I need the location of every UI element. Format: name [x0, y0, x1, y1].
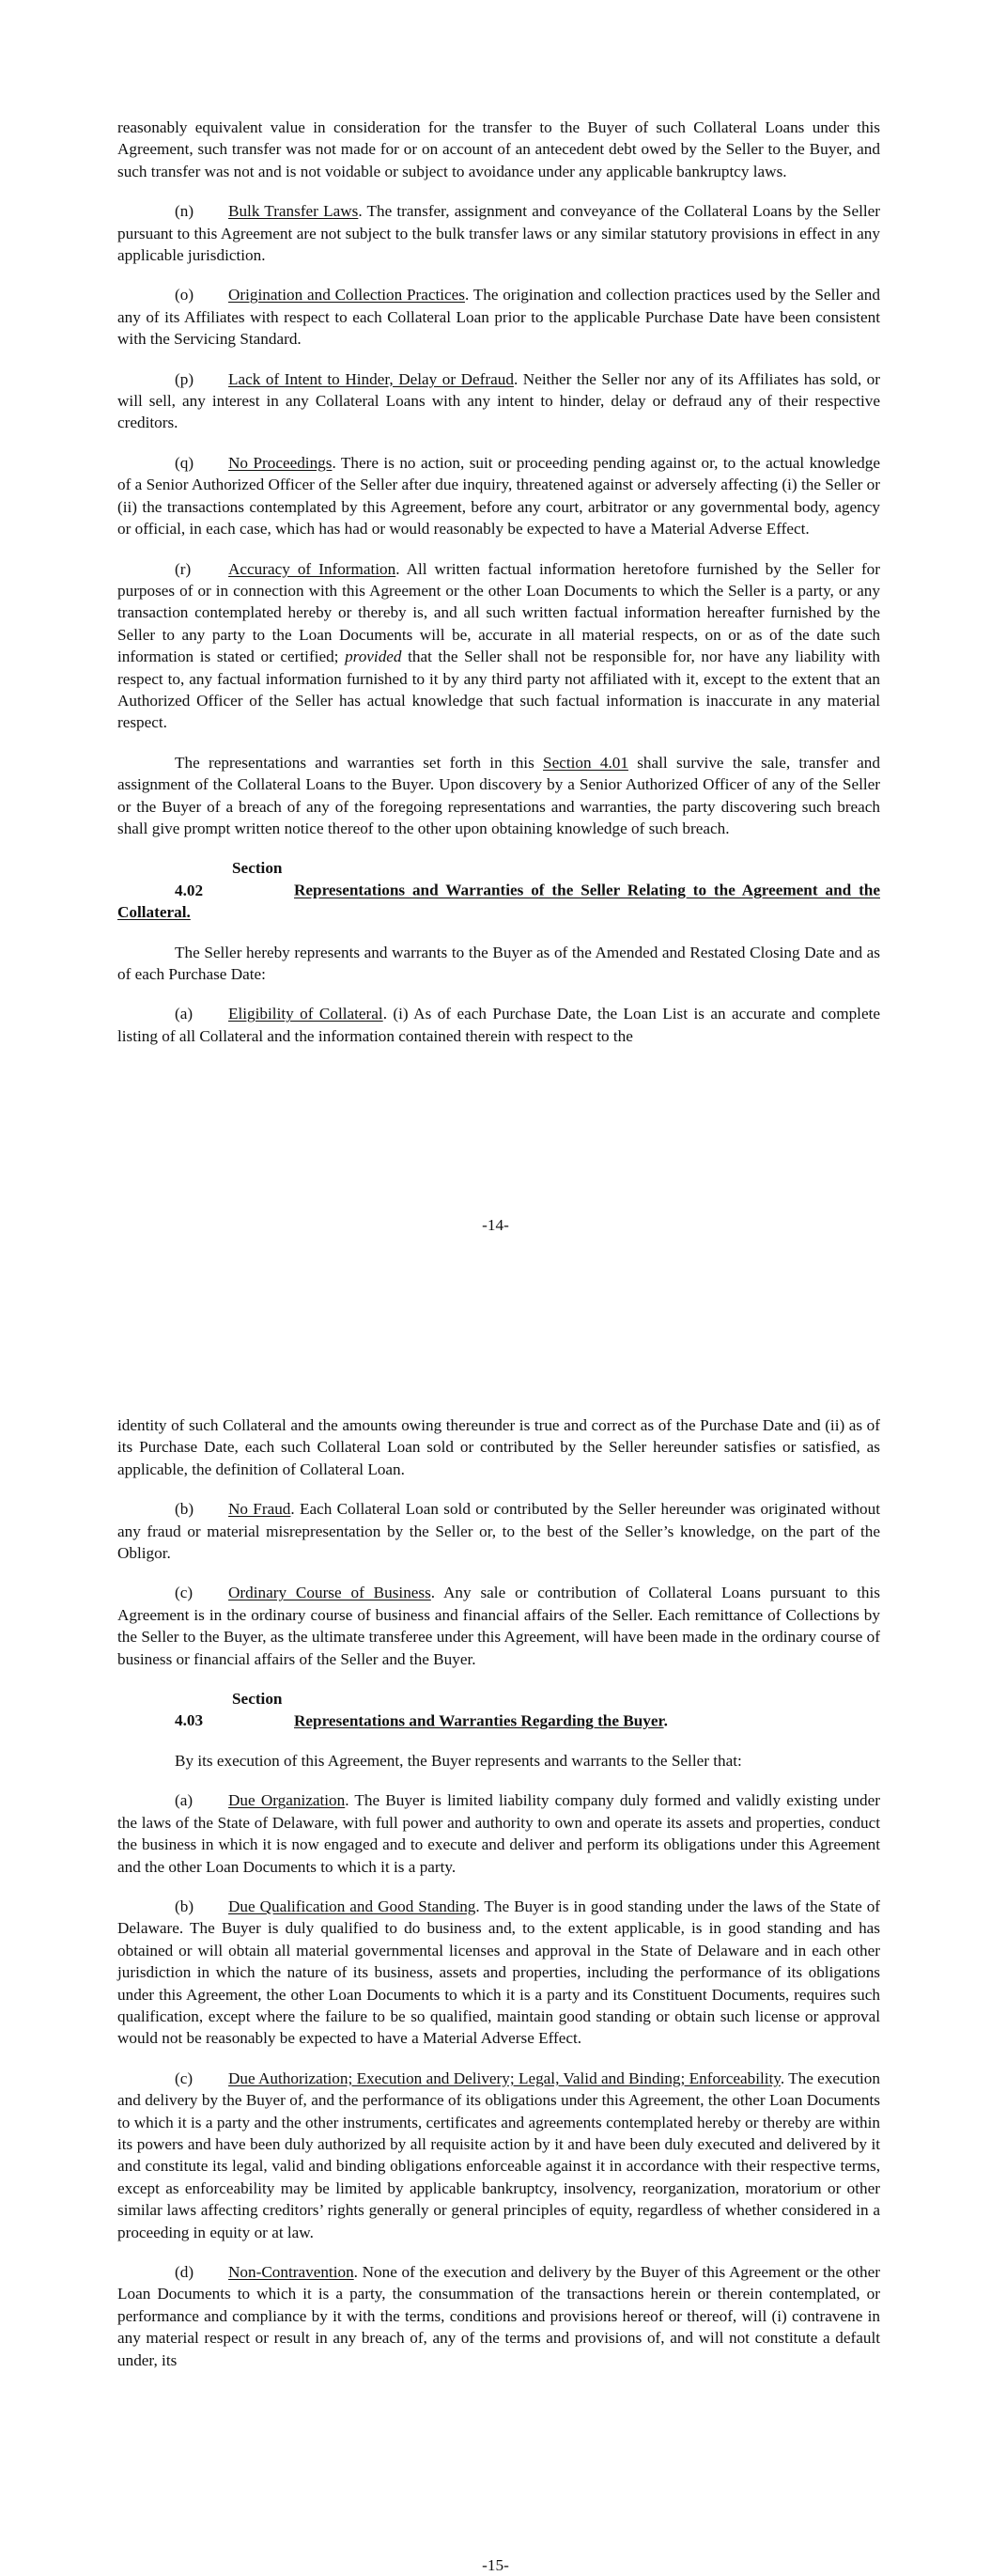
clause-c [117, 1582, 880, 1670]
clause-p [117, 368, 880, 434]
clause-heading: Eligibility of Collateral [228, 1005, 383, 1023]
clause-body: . Any sale or contribution of Collateral Loans pursuant to this Agreement is in the ordinary course of business and financial affairs of the Seller. Each remittance of Collections by the Seller to the Buyer, as the ultimate transferee under this Agreement, will have been made in the ordinary course of business or financial affairs of the Seller and the Buyer. [117, 1584, 880, 1668]
clause-label: (n) [175, 202, 194, 221]
clause-heading: Due Qualification and Good Standing [228, 1897, 476, 1915]
section-title: Representations and Warranties of the Seller Relating to the Agreement and the Collateral. [117, 881, 880, 922]
clause-body: . The execution and delivery by the Buyer of, and the performance of its obligations under this Agreement, the other Loan Documents to which it is a party and the other instruments, certificates and agreements contemplated hereby or thereby are within its powers and have been duly authorized by all requisite action by it and have been duly executed and delivered by it and constitute its legal, valid and binding obligations enforceable against it in accordance with their respective terms, except as enforceability may be limited by applicable bankruptcy, insolvency, reorganization, moratorium or other similar laws affecting creditors’ rights generally or general principles of equity, regardless of whether considered in a proceeding in equity or at law. [117, 2069, 880, 2241]
clause-body: . The Buyer is limited liability company duly formed and validly existing under the laws of the State of Delaware, with full power and authority to own and operate its assets and properties, conduct the business in which it is now engaged and to execute and deliver and perform its obligations under this Agreement and the other Loan Documents to which it is a party. [117, 1791, 881, 1876]
section-title: Representations and Warranties Regarding the Buyer [294, 1711, 664, 1730]
page-number: -14- [482, 1216, 509, 1234]
clause-label: (r) [175, 559, 192, 578]
clause-heading: Ordinary Course of Business [228, 1584, 431, 1602]
clause-r [117, 558, 880, 734]
clause-heading: No Fraud [228, 1500, 291, 1519]
clause-label: (p) [175, 369, 194, 388]
clause-heading: Bulk Transfer Laws [228, 202, 359, 221]
section-reference: Section 4.01 [543, 753, 628, 772]
clause-heading: Accuracy of Information [228, 559, 396, 578]
buyer-clause-d [117, 2261, 880, 2371]
clause-o [117, 284, 880, 350]
clause-body: . All written factual information heretofore furnished by the Seller for purposes of or in connection with this Agreement or the other Loan Documents to which the Seller is a party, or any transaction contemplated hereby or thereby is, and all such written factual information hereafter furnished by the Seller to any party to the Loan Documents will be, accurate in all material respects, on or as of the date such information is stated or certified; [117, 559, 880, 666]
provided-term: provided [345, 648, 402, 666]
clause-heading: Lack of Intent to Hinder, Delay or Defraud [228, 369, 514, 388]
clause-label: (q) [175, 453, 194, 472]
section-number: Section 4.03 [175, 1690, 283, 1730]
clause-body: . Neither the Seller nor any of its Affiliates has sold, or will sell, any interest in any Collateral Loans with any intent to hinder, delay or defraud any of their respective creditors. [117, 369, 880, 432]
section-number: Section 4.02 [175, 859, 283, 899]
clause-body: . The transfer, assignment and conveyance of the Collateral Loans by the Seller pursuant to this Agreement are not subject to the bulk transfer laws or any similar statutory provisions in effect in any applicable jurisdiction. [117, 202, 880, 265]
clause-heading: Due Authorization; Execution and Delivery; Legal, Valid and Binding; Enforceability [228, 2069, 781, 2087]
clause-b [117, 1498, 880, 1564]
clause-body: . (i) As of each Purchase Date, the Loan List is an accurate and complete listing of all Collateral and the information contained therein with respect to the [117, 1005, 880, 1045]
page-15-body [117, 1414, 880, 2389]
clause-body: . None of the execution and delivery by the Buyer of this Agreement or the other Loan Documents to which it is a party, the consummation of the transactions herein or therein contemplated, or performance and compliance by it with the terms, conditions and provisions hereof or thereof, will (i) contravene in any material respect or result in any breach of, any of the terms and provisions of, and will not constitute a default under, its [117, 2263, 880, 2369]
continuation-paragraph: identity of such Collateral and the amounts owing thereunder is true and correct as of the Purchase Date and (ii) as of its Purchase Date, each such Collateral Loan sold or contributed by the Seller hereunder satisfies or satisfied, as applicable, the definition of Collateral Loan. [117, 1416, 880, 1478]
page-15 [0, 1283, 991, 2574]
clause-n [117, 200, 880, 266]
clause-body: . Each Collateral Loan sold or contributed by the Seller hereunder was originated without any fraud or material misrepresentation by the Seller or, to the best of the Seller’s knowledge, on the part of the Obligor. [117, 1500, 880, 1563]
buyer-clause-a [117, 1789, 880, 1878]
section-4-03-intro: By its execution of this Agreement, the Buyer represents and warrants to the Seller that: [175, 1751, 742, 1770]
clause-heading: No Proceedings [228, 453, 333, 472]
clause-label: (a) [175, 1005, 194, 1023]
clause-body: . There is no action, suit or proceeding pending against or, to the actual knowledge of a Senior Authorized Officer of the Seller after due inquiry, threatened against or adversely affecting (i) the Seller or (ii) the transactions contemplated by this Agreement, before any court, arbitrator or any governmental body, agency or official, in each case, which has had or would reasonably be expected to have a Material Adverse Effect. [117, 453, 880, 539]
survival-text-pre: The representations and warranties set forth in this [175, 753, 544, 772]
clause-label: (a) [175, 1791, 194, 1810]
section-4-02-intro: The Seller hereby represents and warrants to the Buyer as of the Amended and Restated Closing Date and as of each Purchase Date: [117, 943, 880, 983]
clause-heading: Due Organization [228, 1791, 346, 1810]
clause-label: (c) [175, 1584, 194, 1602]
clause-heading: Non-Contravention [228, 2263, 354, 2281]
buyer-clause-b [117, 1896, 880, 2050]
page-14 [0, 0, 991, 1283]
survival-text-post: shall survive the sale, transfer and assignment of the Collateral Loans to the Buyer. Upon discovery by a Senior Authorized Officer of any of the Seller or the Buyer of a breach of any of the foregoing representations and warranties, the party discovering such breach shall give prompt written notice thereof to the other upon obtaining knowledge of such breach. [117, 753, 880, 837]
page-number: -15- [482, 2556, 509, 2574]
section-4-03-heading [117, 1688, 880, 1732]
clause-label: (b) [175, 1500, 194, 1519]
buyer-clause-c [117, 2068, 880, 2243]
clause-label: (b) [175, 1897, 194, 1915]
clause-label: (d) [175, 2263, 194, 2281]
clause-label: (c) [175, 2069, 194, 2087]
clause-body: . The origination and collection practices used by the Seller and any of its Affiliates with respect to each Collateral Loan prior to the applicable Purchase Date have been consistent with the Servicing Standard. [117, 286, 880, 349]
clause-q [117, 452, 880, 540]
clause-heading: Origination and Collection Practices [228, 286, 465, 304]
clause-label: (o) [175, 286, 194, 304]
section-4-02-heading [117, 857, 880, 923]
clause-body-continued: that the Seller shall not be responsible for, nor have any liability with respect to, any factual information furnished to it by any third party not affiliated with it, except to the extent that an Authorized Officer of the Seller has actual knowledge that such factual information is inaccurate in any material respect. [117, 648, 880, 732]
survival-paragraph [117, 752, 880, 840]
clause-a [117, 1003, 880, 1047]
page-14-body [117, 117, 880, 1065]
continuation-paragraph: reasonably equivalent value in consideration for the transfer to the Buyer of such Collateral Loans under this Agreement, such transfer was not made for or on account of an antecedent debt owed by the Seller to the Buyer, and such transfer was not and is not voidable or subject to avoidance under any applicable bankruptcy laws. [117, 118, 880, 180]
section-title-period: . [663, 1711, 668, 1730]
clause-body: . The Buyer is in good standing under the laws of the State of Delaware. The Buyer is duly qualified to do business and, to the extent applicable, is in good standing and has obtained or will obtain all material governmental licenses and approval in the State of Delaware and in each other jurisdiction in which the nature of its business, assets and properties, including the performance of its obligations under this Agreement, the other Loan Documents to which it is a party and its Constituent Documents, requires such qualification, except where the failure to be so qualified, maintain good standing or obtain such license or approval would not be reasonably be expected to have a Material Adverse Effect. [117, 1897, 881, 2048]
